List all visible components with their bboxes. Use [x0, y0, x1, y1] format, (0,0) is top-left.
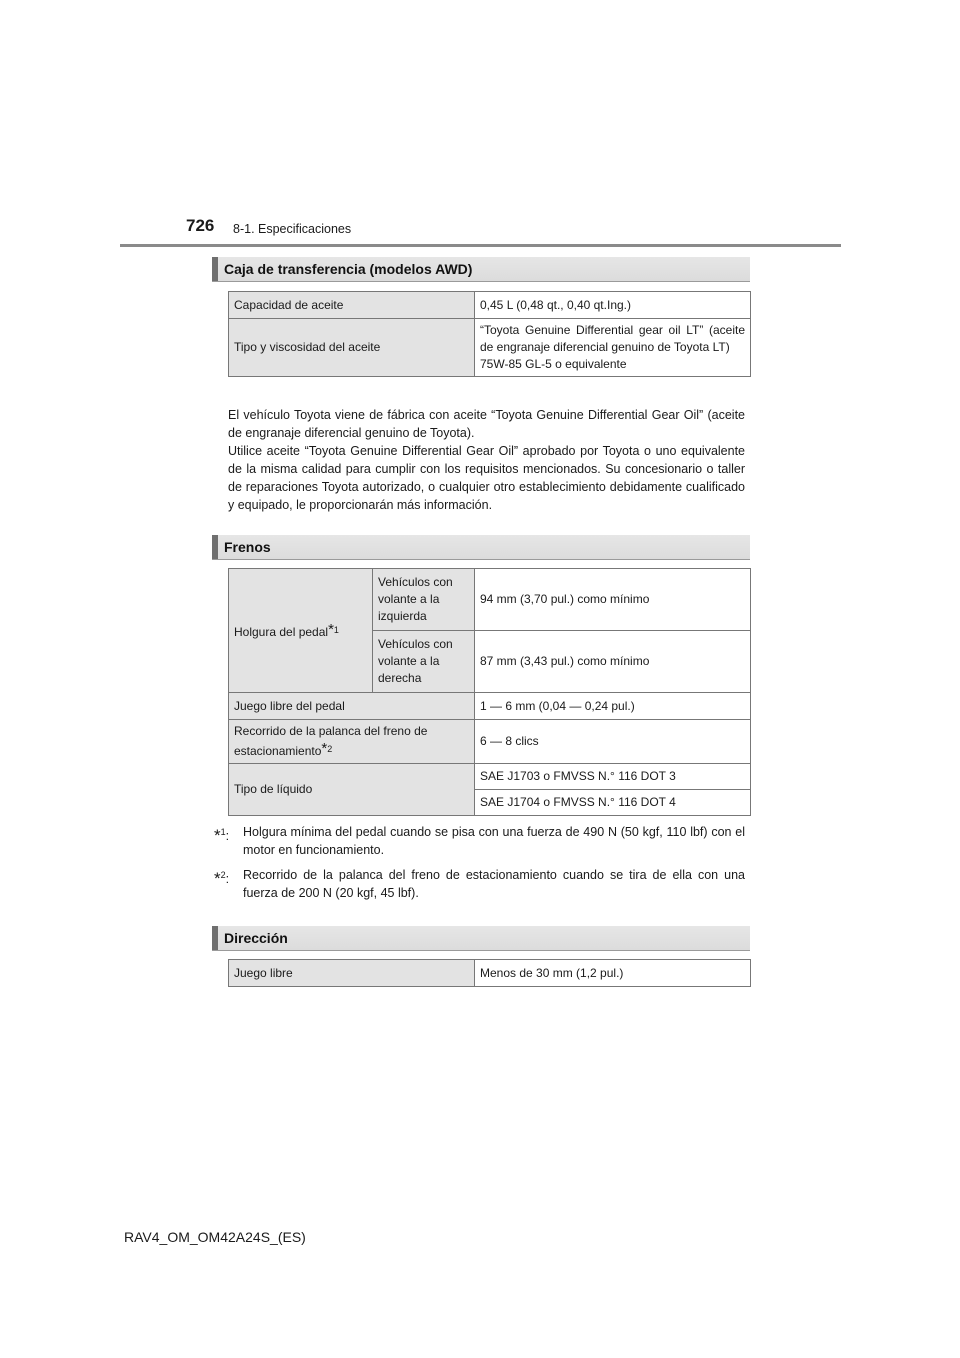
table-cell-label: Tipo de líquido	[229, 764, 475, 816]
table-cell-value: Menos de 30 mm (1,2 pul.)	[475, 960, 751, 987]
table-cell-label: Juego libre del pedal	[229, 693, 475, 720]
page-number: 726	[186, 216, 215, 235]
footnote-1	[214, 823, 745, 859]
table-cell-label: Juego libre	[229, 960, 475, 987]
footnote-star-icon: *	[328, 620, 334, 638]
footnote-ref: 1	[333, 624, 339, 635]
header-divider	[120, 244, 841, 247]
steering-table	[228, 959, 751, 987]
table-cell-label	[229, 720, 475, 764]
chapter-title: 8-1. Especificaciones	[233, 222, 352, 236]
table-row	[229, 764, 751, 790]
table-cell-value: 1 — 6 mm (0,04 — 0,24 pul.)	[475, 693, 751, 720]
transfer-oil-paragraph: El vehículo Toyota viene de fábrica con aceite “Toyota Genuine Differential Gear Oil” (aceite de engranaje diferencial genuino de Toyota). Utilice aceite “Toyota Genuine Differential Gear Oil” aprobado por Toyota o uno equivalente de la misma calidad para cumplir con los requisitos mencionados. Su concesionario o taller de reparaciones Toyota autorizado, o cualquier otro establecimiento debidamente cualificado y equipado, le proporcionarán más información.	[228, 408, 745, 512]
footnote-star-icon: *	[214, 869, 221, 888]
footnote-number: 1	[220, 827, 226, 837]
table-cell-value: SAE J1703 o FMVSS N.° 116 DOT 3	[475, 764, 751, 790]
section-title-steering: Dirección	[224, 930, 288, 946]
table-row	[229, 960, 751, 987]
footnote-marker: *$^2$:	[214, 869, 230, 888]
table-cell-label: Vehículos con volante a la izquierda	[373, 569, 475, 631]
table-row	[229, 693, 751, 720]
section-title-transfer: Caja de transferencia (modelos AWD)	[224, 261, 473, 277]
footnote-star-icon: *	[214, 826, 221, 845]
footnote-2	[214, 866, 745, 902]
table-cell-value: 6 — 8 clics	[475, 720, 751, 764]
footnote-ref: 2	[327, 744, 333, 754]
table-cell-value: 94 mm (3,70 pul.) como mínimo	[475, 569, 751, 631]
table-cell-label: Vehículos con volante a la derecha	[373, 631, 475, 693]
footnote-number: 2	[220, 870, 226, 880]
footnote-text: Holgura mínima del pedal cuando se pisa con una fuerza de 490 N (50 kgf, 110 lbf) con el motor en funcionamiento.	[243, 825, 745, 857]
table-row	[229, 292, 751, 319]
footnote-marker: *$^1$:	[214, 826, 230, 845]
table-cell-value: SAE J1704 o FMVSS N.° 116 DOT 4	[475, 790, 751, 816]
table-row	[229, 720, 751, 764]
table-cell-value: 0,45 L (0,48 qt., 0,40 qt.Ing.)	[475, 292, 751, 319]
table-cell-label	[229, 569, 373, 693]
table-cell-value	[475, 319, 751, 377]
oil-grade-text: 75W-85 GL-5 o equivalente	[480, 357, 627, 371]
section-header-transfer	[212, 257, 750, 282]
table-cell-label: Capacidad de aceite	[229, 292, 475, 319]
lever-label: Recorrido de la palanca del freno de estacionamiento	[234, 724, 428, 758]
section-header-steering	[212, 926, 750, 951]
section-title-brakes: Frenos	[224, 539, 271, 555]
footnote-text: Recorrido de la palanca del freno de estacionamiento cuando se tira de ella con una fuerza de 200 N (20 kgf, 45 lbf).	[243, 868, 745, 900]
brakes-table	[228, 568, 751, 816]
table-row	[229, 569, 751, 631]
pedal-label: Holgura del pedal	[234, 624, 329, 639]
document-code: RAV4_OM_OM42A24S_(ES)	[124, 1229, 306, 1245]
table-cell-label: Tipo y viscosidad del aceite	[229, 319, 475, 377]
table-row	[229, 319, 751, 377]
table-cell-value: 87 mm (3,43 pul.) como mínimo	[475, 631, 751, 693]
section-header-brakes	[212, 535, 750, 560]
footnote-star-icon: *	[321, 740, 328, 757]
oil-type-text: “Toyota Genuine Differential gear oil LT” (aceite de engranaje diferencial genuino de Toyota LT)	[480, 323, 745, 354]
transfer-table	[228, 291, 751, 377]
